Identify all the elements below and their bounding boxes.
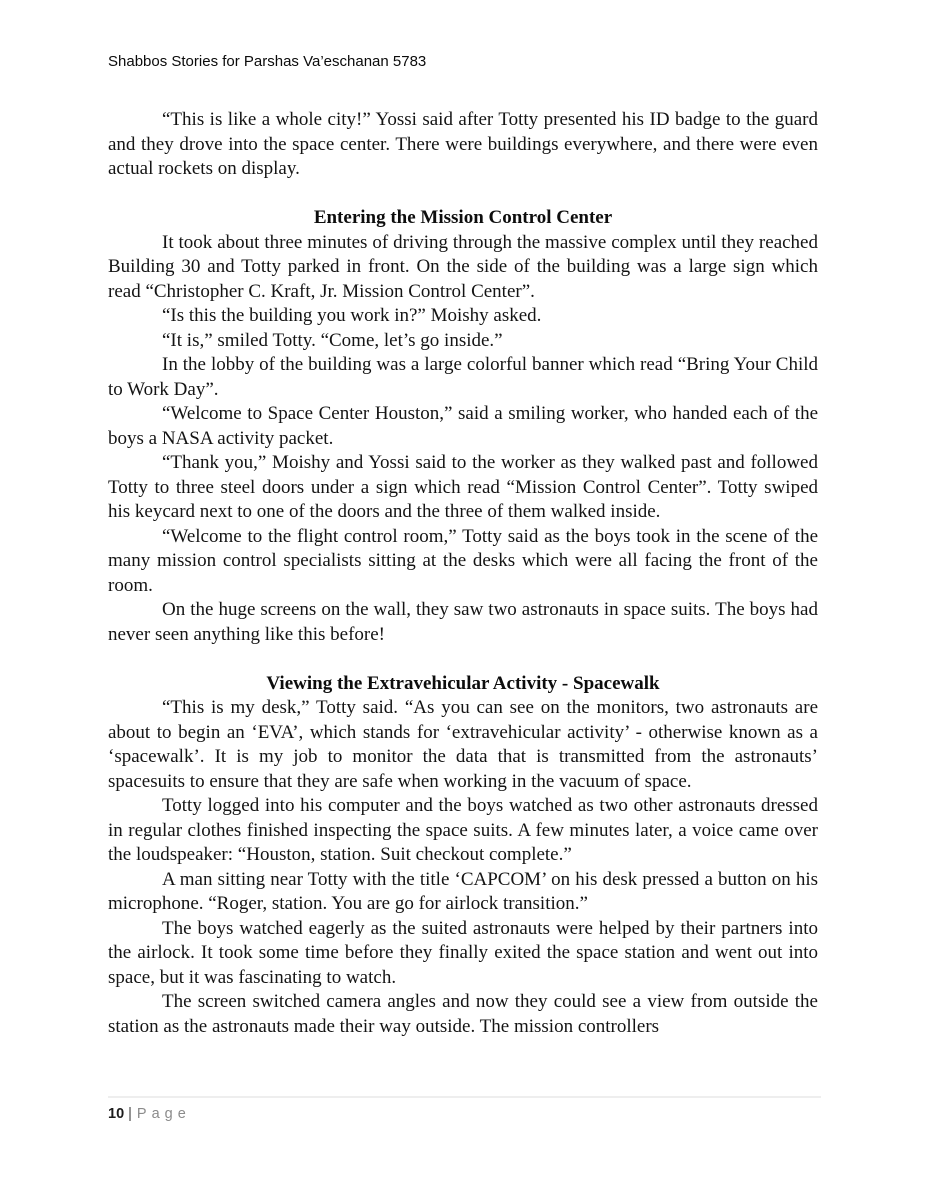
- story-paragraph: On the huge screens on the wall, they saw two astronauts in space suits. The boys had never seen anything like this before!: [108, 599, 818, 645]
- story-paragraph: “It is,” smiled Totty. “Come, let’s go inside.”: [162, 329, 503, 351]
- story-paragraph: “This is my desk,” Totty said. “As you can see on the monitors, two astronauts are about to begin an ‘EVA’, which stands for ‘extravehicular activity’ - otherwise known as a ‘spacewalk’. It is my job to monitor the data that is transmitted from the astronauts’ spacesuits to ensure that they are safe when working in the vacuum of space.: [108, 697, 818, 792]
- story-paragraph: “Thank you,” Moishy and Yossi said to the worker as they walked past and followed Totty to three steel doors under a sign which read “Mission Control Center”. Totty swiped his keycard next to one of the doors and the three of them walked inside.: [108, 452, 818, 522]
- document-footer: [108, 1096, 821, 1123]
- story-paragraph: The screen switched camera angles and now they could see a view from outside the station as the astronauts made their way outside. The mission controllers: [108, 991, 818, 1037]
- document-body: [108, 108, 818, 1039]
- story-paragraph: “Welcome to Space Center Houston,” said a smiling worker, who handed each of the boys a NASA activity packet.: [108, 403, 818, 449]
- section-heading: Viewing the Extravehicular Activity - Spacewalk: [266, 672, 660, 694]
- story-paragraph: “This is like a whole city!” Yossi said after Totty presented his ID badge to the guard and they drove into the space center. There were buildings everywhere, and there were even actual rockets on display.: [108, 109, 818, 179]
- section-heading: Entering the Mission Control Center: [313, 207, 613, 228]
- story-paragraph: “Is this the building you work in?” Moishy asked.: [162, 305, 542, 326]
- story-paragraph: A man sitting near Totty with the title ‘CAPCOM’ on his desk pressed a button on his microphone. “Roger, station. You are go for airlock transition.”: [108, 868, 818, 914]
- footer-separator: |: [128, 1106, 132, 1122]
- story-paragraph: Totty logged into his computer and the boys watched as two other astronauts dressed in regular clothes finished inspecting the space suits. A few minutes later, a voice came over the loudspeaker: “Houston, station. Suit checkout complete.”: [108, 795, 818, 865]
- story-paragraph: In the lobby of the building was a large colorful banner which read “Bring Your Child to Work Day”.: [108, 354, 818, 400]
- story-paragraph: It took about three minutes of driving through the massive complex until they reached Building 30 and Totty parked in front. On the side of the building was a large sign which read “Christopher C. Kraft, Jr. Mission Control Center”.: [108, 231, 818, 302]
- story-paragraph: “Welcome to the flight control room,” Totty said as the boys took in the scene of the many mission control specialists sitting at the desks which were all facing the front of the room.: [108, 525, 818, 596]
- story-paragraph: The boys watched eagerly as the suited astronauts were helped by their partners into the airlock. It took some time before they finally exited the space station and went out into space, but it was fascinating to watch.: [108, 917, 818, 988]
- header-title: Shabbos Stories for Parshas Va’eschanan 5783: [108, 53, 427, 70]
- page-number: 10: [108, 1106, 125, 1122]
- document-header: [108, 52, 818, 71]
- page-label: Page: [136, 1106, 191, 1122]
